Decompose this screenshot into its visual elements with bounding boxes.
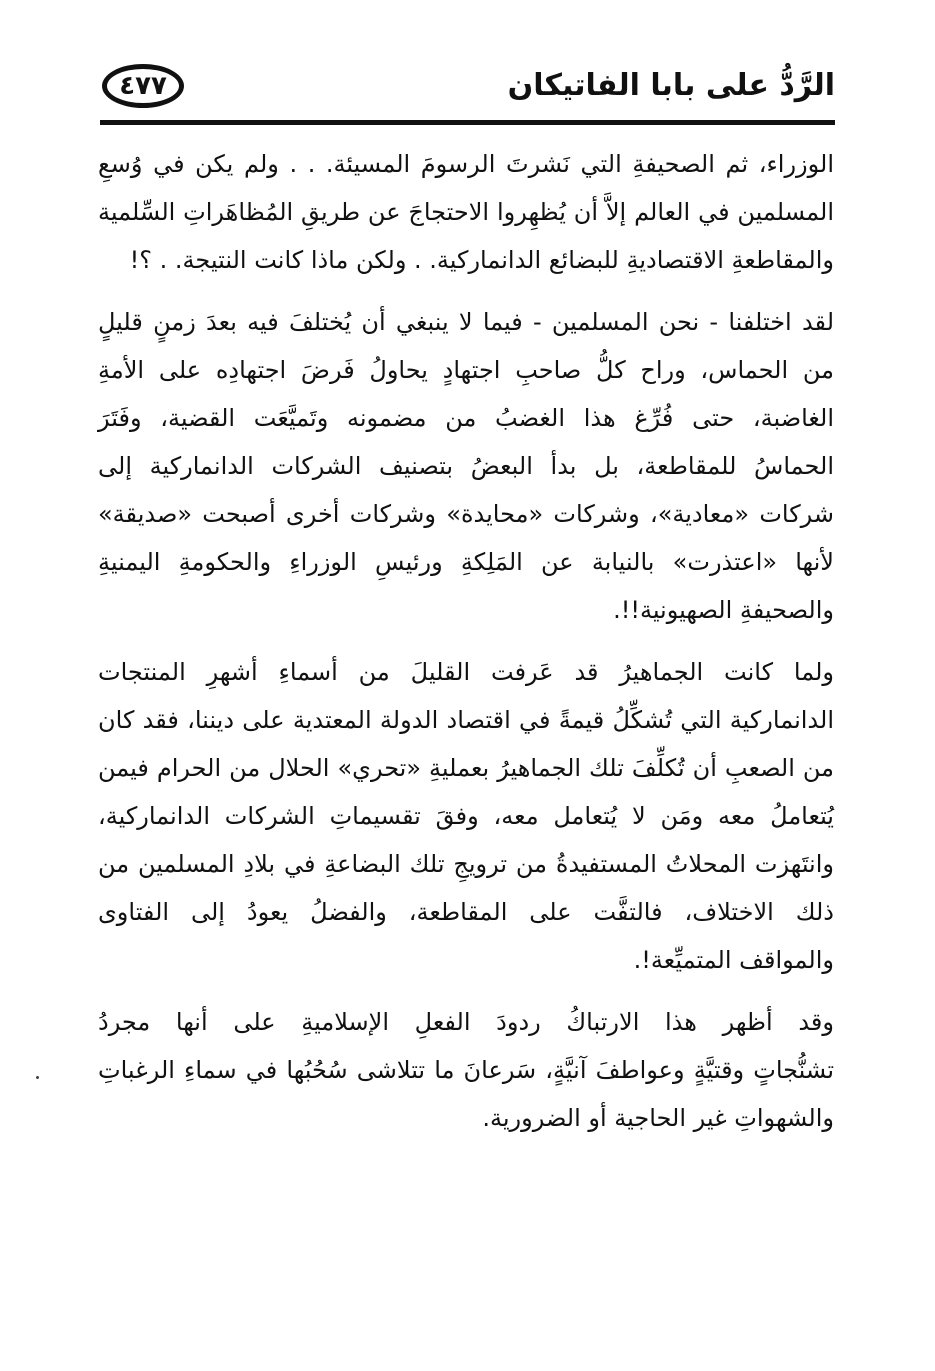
running-title: الرَّدُّ على بابا الفاتيكان [507,68,835,103]
text-line: والصحيفةِ الصهيونية!!. [613,596,834,624]
text-line: المسلمين في العالم إلاَّ أن يُظهِروا الاحتجاجَ عن طريقِ المُظاهَراتِ السِّلمية [98,198,834,226]
scan-speck [36,1076,39,1079]
text-line: والشهواتِ غير الحاجية أو الضرورية. [482,1104,834,1132]
text-line: والمقاطعةِ الاقتصاديةِ للبضائع الدانماركية. . ولكن ماذا كانت النتيجة. . ؟! [129,246,834,274]
header-rule [100,120,835,125]
text-line: لقد اختلفنا - نحن المسلمين - فيما لا ينبغي أن يُختلفَ فيه بعدَ زمنٍ قليلٍ [98,308,834,336]
text-line: ذلك الاختلاف، فالتفَّت على المقاطعة، والفضلُ يعودُ إلى الفتاوى [98,898,834,926]
text-line: شركات «معادية»، وشركات «محايدة» وشركات أخرى أصبحت «صديقة» [98,500,834,528]
page-header [100,60,835,122]
text-line: يُتعاملُ معه ومَن لا يُتعامل معه، وفقَ تقسيماتِ الشركات الدانماركية، [98,802,834,830]
page-number: ٤٧٧ [102,64,184,108]
text-line: الغاضبة، حتى فُرِّغ هذا الغضبُ من مضمونه وتَميَّعَت القضية، وفَتَرَ [98,404,834,432]
text-line: الحماسُ للمقاطعة، بل بدأ البعضُ بتصنيف الشركات الدانماركية إلى [98,452,834,480]
paragraph-1 [98,140,834,284]
text-line: تشنُّجاتٍ وقتيَّةٍ وعواطفَ آنيَّةٍ، سَرعانَ ما تتلاشى سُحُبُها في سماءِ الرغباتِ [98,1056,834,1084]
paragraph-2 [98,298,834,634]
text-line: والمواقف المتميِّعة!. [633,946,834,974]
text-line: من الصعبِ أن تُكلِّفَ تلك الجماهيرُ بعمليةِ «تحري» الحلال من الحرام فيمن [98,754,834,782]
text-line: وانتَهزت المحلاتُ المستفيدةُ من ترويجِ تلك البضاعةِ في بلادِ المسلمين من [98,850,834,878]
text-line: وقد أظهر هذا الارتباكُ ردودَ الفعلِ الإسلاميةِ على أنها مجردُ [98,1008,834,1036]
text-line: لأنها «اعتذرت» بالنيابة عن المَلِكةِ ورئيسِ الوزراءِ والحكومةِ اليمنيةِ [98,548,834,576]
text-line: الدانماركية التي تُشكِّلُ قيمةً في اقتصاد الدولة المعتدية على ديننا، فقد كان [98,706,834,734]
paragraph-3 [98,648,834,984]
paragraph-4 [98,998,834,1142]
text-line: الوزراء، ثم الصحيفةِ التي نَشرتَ الرسومَ المسيئة. . . ولم يكن في وُسعِ [98,150,834,178]
body-text [98,140,834,1156]
text-line: ولما كانت الجماهيرُ قد عَرفت القليلَ من أسماءِ أشهرِ المنتجات [98,658,834,686]
text-line: من الحماس، وراح كلُّ صاحبِ اجتهادٍ يحاولُ فَرضَ اجتهادِه على الأمةِ [98,356,834,384]
